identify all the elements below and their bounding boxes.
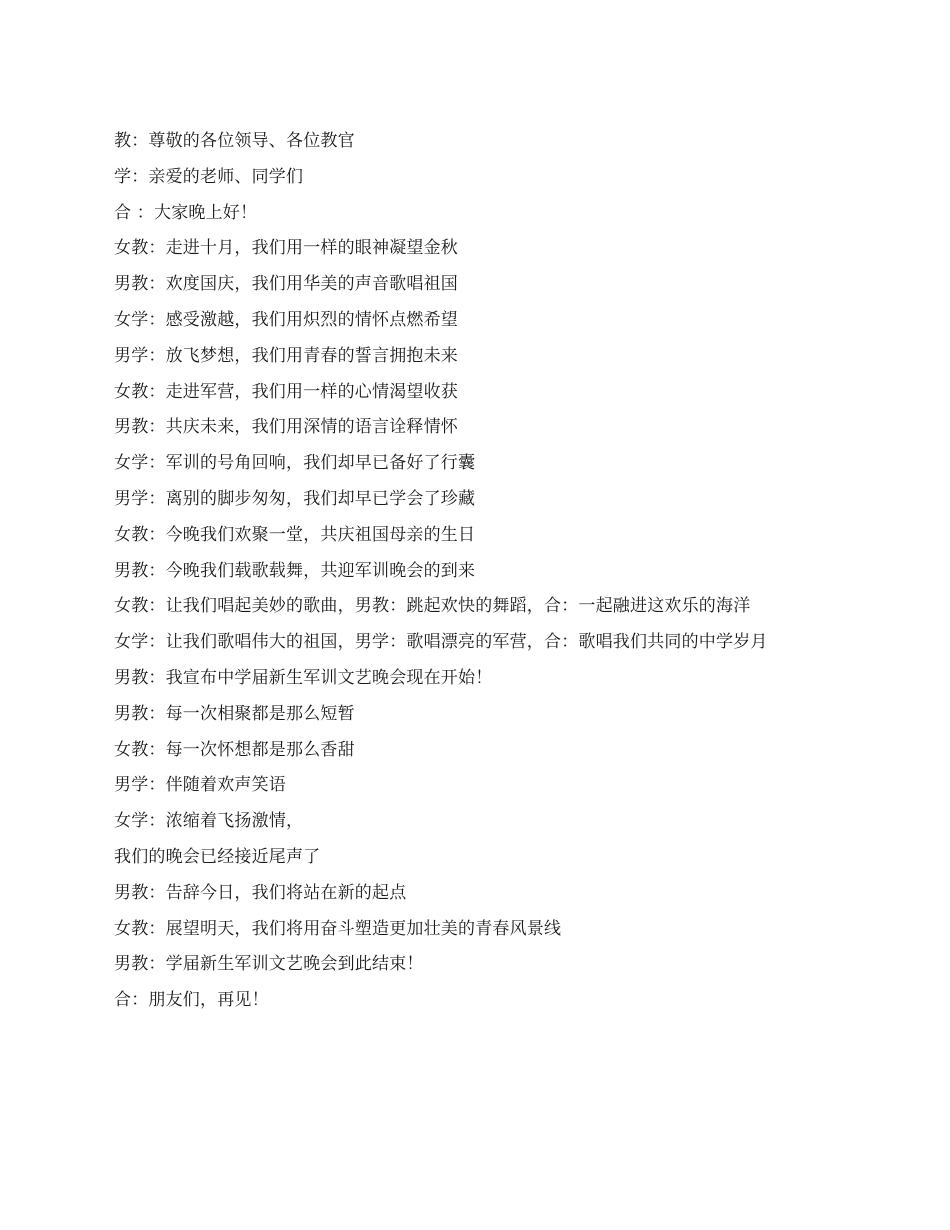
script-text-body [114, 124, 914, 1019]
script-line-1: 教：尊敬的各位领导、各位教官 [114, 131, 355, 151]
script-line-3: 合 ：大家晚上好！ [114, 202, 258, 223]
script-line-4: 女教：走进十月，我们用一样的眼神凝望金秋 [114, 238, 458, 259]
script-line-18: 女教：每一次怀想都是那么香甜 [114, 739, 355, 760]
script-line-13: 男教：今晚我们载歌载舞，共迎军训晚会的到来 [114, 560, 476, 581]
script-line-25: 合：朋友们，再见！ [114, 990, 269, 1011]
script-line-22: 男教：告辞今日，我们将站在新的起点 [114, 882, 407, 903]
script-line-17: 男教：每一次相聚都是那么短暂 [114, 703, 355, 724]
script-line-24: 男教：学届新生军训文艺晚会到此结束！ [114, 954, 424, 975]
script-line-2: 学：亲爱的老师、同学们 [114, 166, 304, 187]
script-line-21: 我们的晚会已经接近尾声了 [114, 846, 321, 867]
script-line-20: 女学：浓缩着飞扬激情， [114, 811, 304, 832]
script-line-11: 男学：离别的脚步匆匆，我们却早已学会了珍藏 [114, 488, 476, 509]
script-line-19: 男学：伴随着欢声笑语 [114, 775, 286, 796]
script-line-9: 男教：共庆未来，我们用深情的语言诠释情怀 [114, 417, 458, 438]
script-line-15: 女学：让我们歌唱伟大的祖国，男学：歌唱漂亮的军营，合：歌唱我们共同的中学岁月 [114, 632, 768, 653]
script-line-23: 女教：展望明天，我们将用奋斗塑造更加壮美的青春风景线 [114, 918, 562, 939]
script-line-8: 女教：走进军营，我们用一样的心情渴望收获 [114, 381, 458, 402]
script-line-14: 女教：让我们唱起美妙的歌曲，男教：跳起欢快的舞蹈，合：一起融进这欢乐的海洋 [114, 596, 751, 617]
script-line-6: 女学：感受激越，我们用炽烈的情怀点燃希望 [114, 309, 458, 330]
script-line-16: 男教：我宣布中学届新生军训文艺晚会现在开始！ [114, 667, 493, 688]
script-line-5: 男教：欢度国庆，我们用华美的声音歌唱祖国 [114, 274, 458, 295]
script-line-10: 女学：军训的号角回响，我们却早已备好了行囊 [114, 453, 476, 474]
script-line-12: 女教：今晚我们欢聚一堂，共庆祖国母亲的生日 [114, 524, 476, 545]
script-line-7: 男学：放飞梦想，我们用青春的誓言拥抱未来 [114, 345, 458, 366]
